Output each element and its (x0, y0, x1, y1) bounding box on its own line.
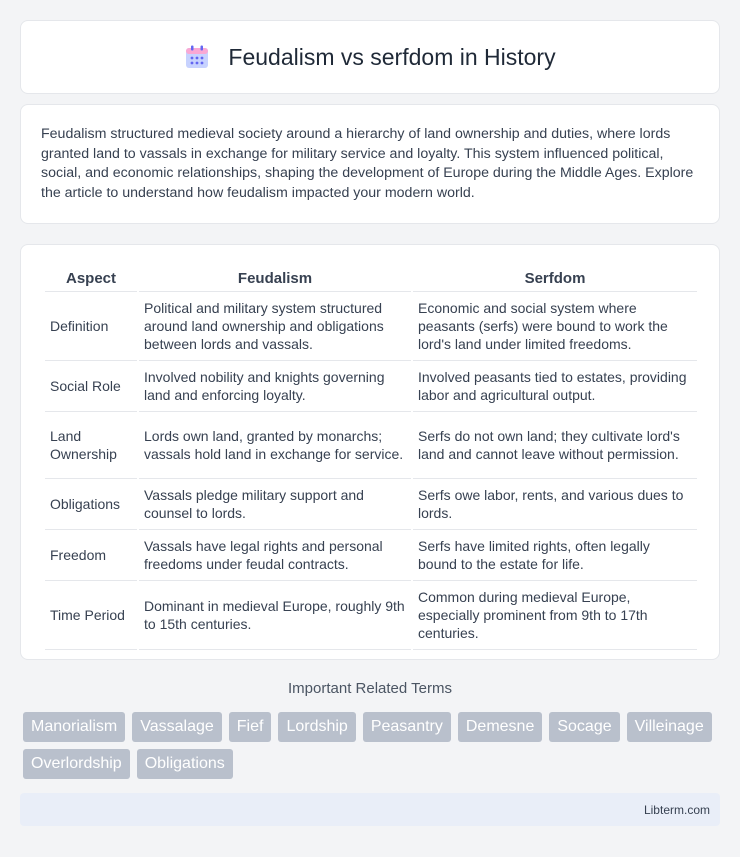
comparison-table (43, 265, 699, 650)
term-tag-overlordship[interactable]: Overlordship (23, 749, 130, 779)
table-row (45, 292, 697, 361)
term-tag-peasantry[interactable]: Peasantry (363, 712, 451, 742)
footer-brand[interactable]: Libterm.com (643, 803, 710, 817)
cell-feudalism: Dominant in medieval Europe, roughly 9th to 15th centuries. (139, 581, 411, 650)
cell-serfdom: Serfs owe labor, rents, and various dues to lords. (413, 479, 697, 530)
header-feudalism: Feudalism (139, 265, 411, 292)
term-tag-lordship[interactable]: Lordship (278, 712, 355, 742)
term-tag-villeinage[interactable]: Villeinage (627, 712, 712, 742)
header-card (20, 20, 720, 94)
cell-feudalism: Vassals pledge military support and counsel to lords. (139, 479, 411, 530)
cell-feudalism: Vassals have legal rights and personal freedoms under feudal contracts. (139, 530, 411, 581)
table-row (45, 479, 697, 530)
cell-feudalism: Involved nobility and knights governing land and enforcing loyalty. (139, 361, 411, 412)
page-title: Feudalism vs serfdom in History (228, 43, 556, 70)
cell-serfdom: Involved peasants tied to estates, providing labor and agricultural output. (413, 361, 697, 412)
cell-aspect: Time Period (45, 581, 137, 650)
related-terms-list (23, 712, 723, 779)
table-row (45, 412, 697, 479)
intro-card (20, 104, 720, 224)
term-tag-socage[interactable]: Socage (549, 712, 619, 742)
cell-feudalism: Political and military system structured around land ownership and obligations between lords and vassals. (139, 292, 411, 361)
cell-serfdom: Serfs have limited rights, often legally bound to the estate for life. (413, 530, 697, 581)
table-row (45, 530, 697, 581)
footer (20, 793, 720, 826)
cell-serfdom: Serfs do not own land; they cultivate lord's land and cannot leave without permission. (413, 412, 697, 479)
term-tag-vassalage[interactable]: Vassalage (132, 712, 222, 742)
table-header-row (45, 265, 697, 292)
cell-serfdom: Common during medieval Europe, especially prominent from 9th to 17th centuries. (413, 581, 697, 650)
term-tag-obligations[interactable]: Obligations (137, 749, 233, 779)
cell-aspect: Social Role (45, 361, 137, 412)
intro-text: Feudalism structured medieval society around a hierarchy of land ownership and duties, where lords granted land to vassals in exchange for military service and loyalty. This system influenced political, social, and economic relationships, shaping the development of Europe during the Middle Ages. Explore the article to understand how feudalism impacted your modern world. (41, 126, 694, 201)
cell-feudalism: Lords own land, granted by monarchs; vassals hold land in exchange for service. (139, 412, 411, 479)
header-serfdom: Serfdom (413, 265, 697, 292)
term-tag-manorialism[interactable]: Manorialism (23, 712, 125, 742)
header-aspect: Aspect (45, 265, 137, 292)
table-row (45, 361, 697, 412)
table-row (45, 581, 697, 650)
cell-aspect: Obligations (45, 479, 137, 530)
comparison-table-card (20, 244, 720, 660)
term-tag-demesne[interactable]: Demesne (458, 712, 542, 742)
cell-aspect: Land Ownership (45, 412, 137, 479)
cell-aspect: Definition (45, 292, 137, 361)
cell-aspect: Freedom (45, 530, 137, 581)
calendar-icon (184, 44, 210, 70)
term-tag-fief[interactable]: Fief (229, 712, 272, 742)
cell-serfdom: Economic and social system where peasants (serfs) were bound to work the lord's land under limited freedoms. (413, 292, 697, 361)
related-terms-title: Important Related Terms (288, 680, 452, 697)
